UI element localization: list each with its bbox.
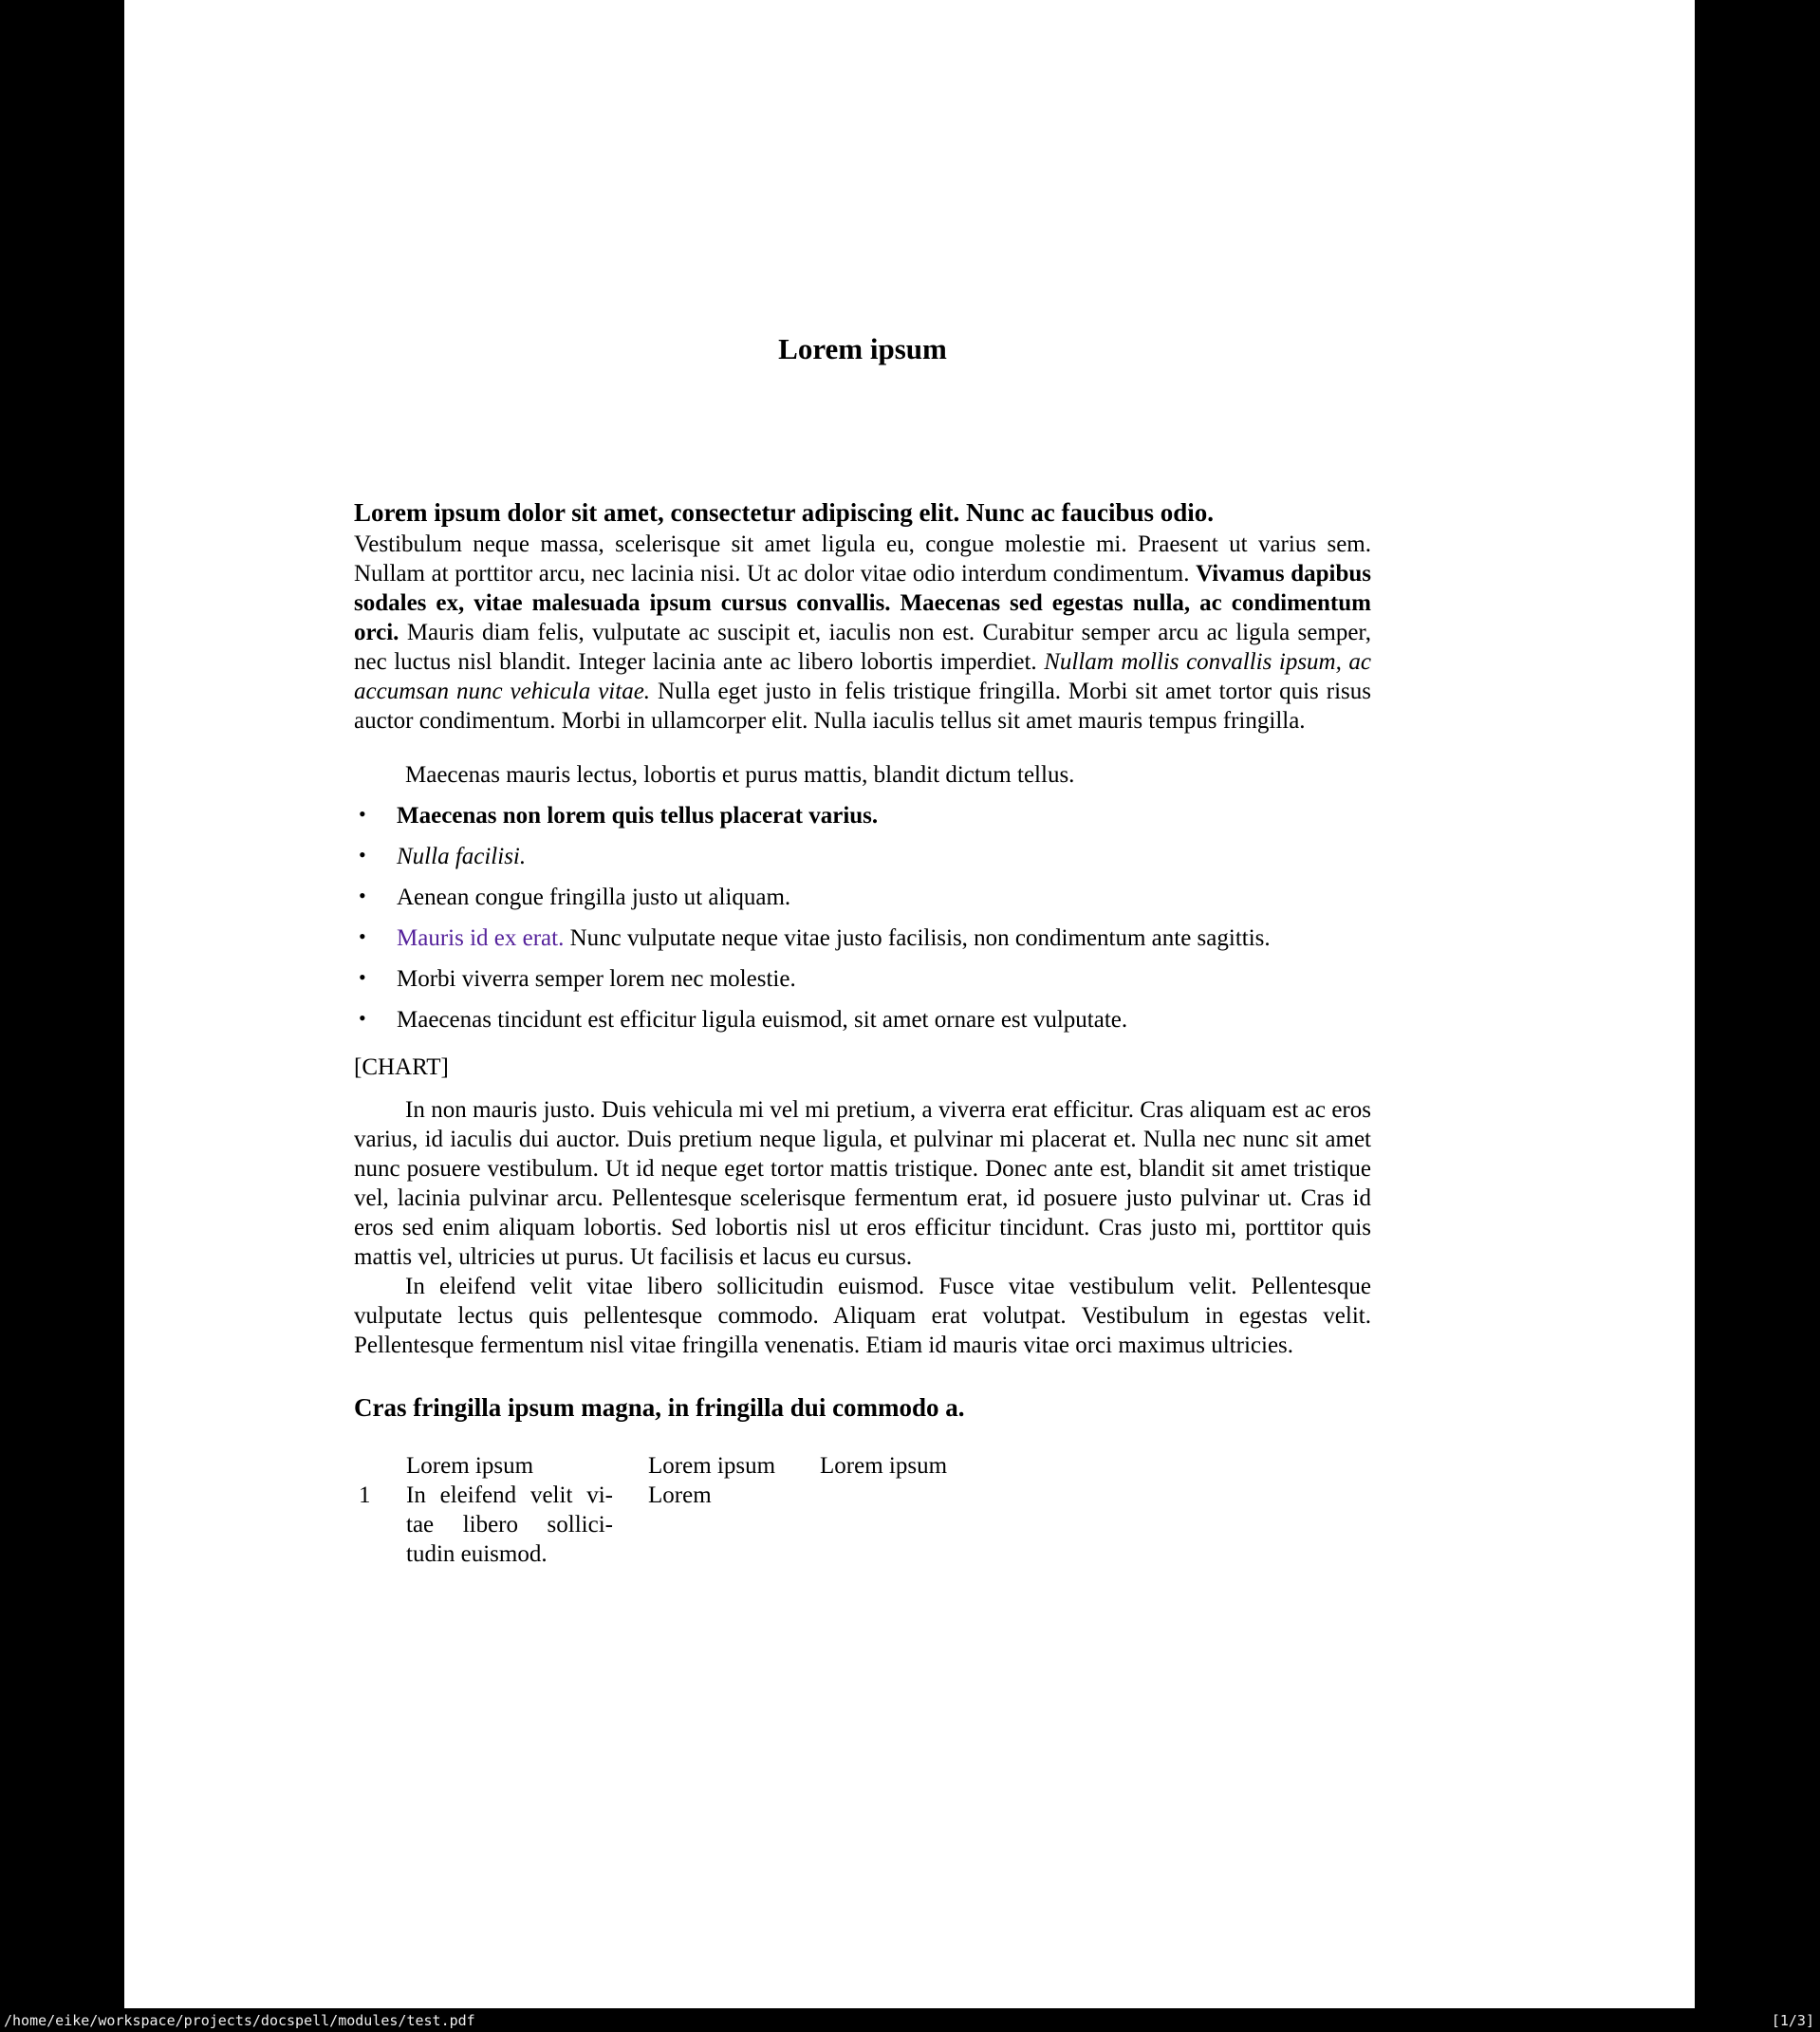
bullet-list-item: [354, 842, 1371, 871]
text-segment: Maecenas tincidunt est efficitur ligula euismod, sit amet ornare est vulputate.: [397, 1007, 1128, 1033]
chart-placeholder: [CHART]: [354, 1054, 449, 1080]
bullet-icon: •: [359, 965, 366, 989]
table-cell-line: tae libero sollici-: [406, 1512, 613, 1538]
bullet-text: [397, 844, 526, 869]
text-segment: Nulla eget justo in felis tristique fringilla. Morbi sit amet tortor quis risus auctor condimentum. Morbi in ullamcorper elit. Nulla iaculis tellus sit amet mauris tempus fringilla.: [354, 679, 1371, 734]
table-row: [354, 1481, 1371, 1569]
table-cell-line: tudin euismod.: [406, 1541, 548, 1567]
bullet-list-item: [354, 883, 1371, 912]
bullet-list-item: [354, 801, 1371, 830]
bullet-icon: •: [359, 843, 366, 867]
page-indicator: [1/3]: [1771, 2011, 1814, 2029]
table-header-cell: Lorem ipsum: [406, 1453, 534, 1479]
text-segment: Nullam mollis convallis ipsum, ac accumsan nunc vehicula vitae.: [354, 649, 1371, 704]
table-header-cell: Lorem ipsum: [820, 1453, 948, 1479]
text-segment: Vivamus dapibus sodales ex, vitae malesuada ipsum cursus convallis. Maecenas sed egestas nulla, ac condimentum orci.: [354, 561, 1371, 645]
table-cell: Lorem: [648, 1482, 712, 1508]
page-content: [354, 0, 1371, 1569]
table-header-row: [354, 1451, 1371, 1481]
status-bar: [0, 2008, 1820, 2032]
paragraph-3: In eleifend velit vitae libero sollicitudin euismod. Fusce vitae vestibulum velit. Pellentesque vulputate lectus quis pellentesque commodo. Aliquam erat volutpat. Vestibulum in egestas velit. Pellentesque fermentum nisl vitae fringilla venenatis. Etiam id mauris vitae orci maximus ultricies.: [354, 1274, 1371, 1358]
bullet-icon: •: [359, 924, 366, 948]
bullet-text: [397, 966, 796, 992]
table-header-cell: Lorem ipsum: [648, 1453, 776, 1479]
text-segment: Maecenas non lorem quis tellus placerat varius.: [397, 803, 879, 829]
section-heading-1: Lorem ipsum dolor sit amet, consectetur adipiscing elit. Nunc ac faucibus odio.: [354, 498, 1215, 527]
section-heading-2: Cras fringilla ipsum magna, in fringilla dui commodo a.: [354, 1393, 965, 1422]
bullet-list-item: [354, 1005, 1371, 1035]
bullet-text: [397, 1007, 1127, 1033]
paragraph-1: [354, 530, 1371, 736]
text-segment: Mauris diam felis, vulputate ac suscipit et, iaculis non est. Curabitur semper arcu ac ligula semper, nec luctus nisl blandit. Integer lacinia ante ac libero lobortis imperdiet.: [354, 620, 1371, 675]
paragraph-indented: Maecenas mauris lectus, lobortis et purus mattis, blandit dictum tellus.: [405, 762, 1075, 788]
text-segment: Morbi viverra semper lorem nec molestie.: [397, 966, 796, 992]
pdf-page: [124, 0, 1695, 2008]
text-segment: Nulla facilisi.: [397, 844, 527, 869]
document-title: Lorem ipsum: [778, 332, 947, 365]
file-path: /home/eike/workspace/projects/docspell/modules/test.pdf: [4, 2011, 475, 2029]
bullet-list-item: [354, 964, 1371, 994]
table-cell-line: In eleifend velit vi-: [406, 1482, 613, 1508]
table-cell: [406, 1481, 613, 1569]
bullet-icon: •: [359, 884, 366, 907]
text-segment: Nunc vulputate neque vitae justo facilisis, non condimentum ante sagittis.: [564, 925, 1271, 951]
text-segment: Vestibulum neque massa, scelerisque sit amet ligula eu, congue molestie mi. Praesent ut varius sem. Nullam at porttitor arcu, nec lacinia nisi. Ut ac dolor vitae odio interdum condimentum.: [354, 531, 1371, 587]
data-table: [354, 1451, 1371, 1569]
bullet-text: [397, 885, 790, 910]
text-segment: Aenean congue fringilla justo ut aliquam.: [397, 885, 791, 910]
paragraph-2: In non mauris justo. Duis vehicula mi vel mi pretium, a viverra erat efficitur. Cras aliquam est ac eros varius, id iaculis dui auctor. Duis pretium neque ligula, et pulvinar mi placerat et. Nulla nec nunc sit amet nunc posuere vestibulum. Ut id neque eget tortor mattis tristique. Donec ante est, blandit sit amet tristique vel, lacinia pulvinar arcu. Pellentesque scelerisque fermentum erat, id posuere justo pulvinar ut. Cras id eros sed enim aliquam lobortis. Sed lobortis nisl ut eros efficitur tincidunt. Cras justo mi, porttitor quis mattis vel, ultricies ut purus. Ut facilisis et lacus eu cursus.: [354, 1097, 1371, 1270]
bullet-text: [397, 803, 878, 829]
bullet-icon: •: [359, 1006, 366, 1030]
bullet-list-item: [354, 923, 1371, 953]
hyperlink[interactable]: Mauris id ex erat.: [397, 925, 565, 951]
table-cell-number: 1: [359, 1482, 371, 1508]
bullet-icon: •: [359, 802, 366, 826]
bullet-list: [354, 801, 1371, 1035]
bullet-text: [397, 925, 1271, 951]
